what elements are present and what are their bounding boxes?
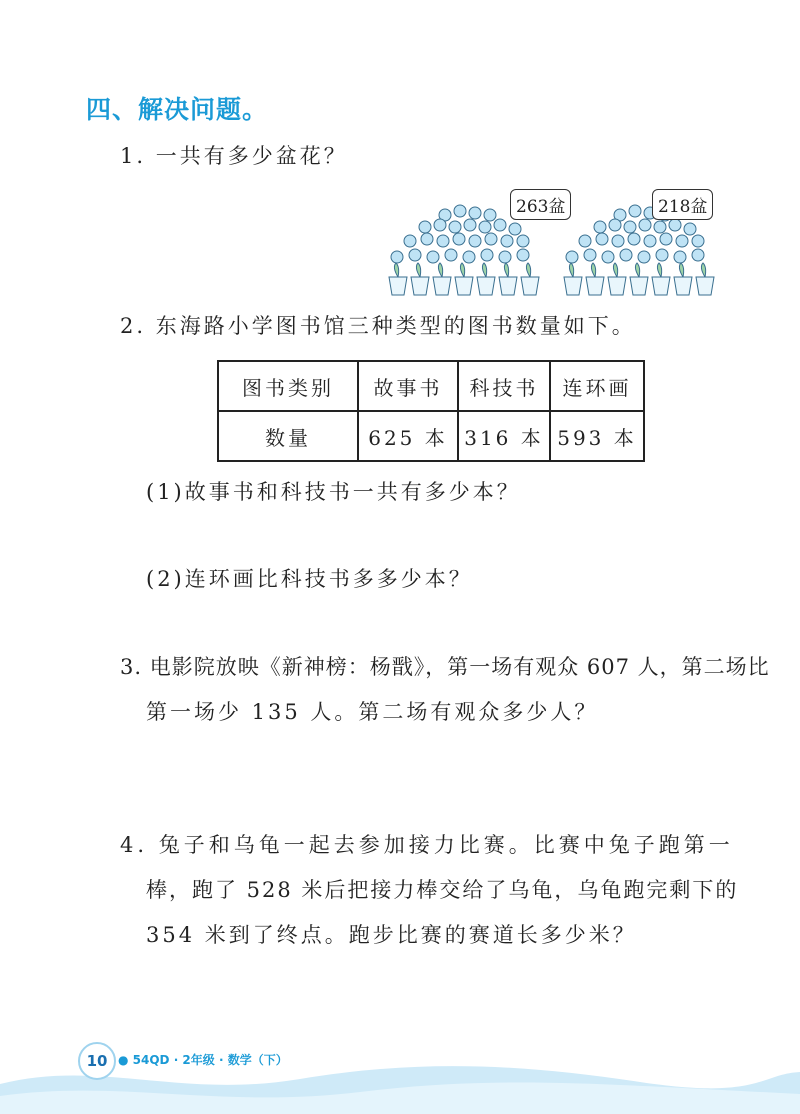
- flower-cluster: [391, 205, 529, 263]
- table-cell: 数量: [218, 411, 358, 461]
- question-1-text: 1. 一共有多少盆花？: [120, 144, 348, 168]
- table-header-row: [218, 361, 644, 411]
- table-header-cell: 科技书: [458, 361, 550, 411]
- left-pot-count-label: 263盆: [510, 189, 571, 220]
- question-2-sub-2: (2)连环画比科技书多多少本？: [146, 567, 473, 591]
- bullet-dot-icon: ●: [118, 1053, 133, 1067]
- book-count-table: [217, 360, 645, 462]
- table-cell: 625 本: [358, 411, 458, 461]
- question-4-line-1: 4. 兔子和乌龟一起去参加接力比赛。比赛中兔子跑第一: [120, 833, 734, 857]
- table-header-cell: 图书类别: [218, 361, 358, 411]
- question-2-sub-1: (1)故事书和科技书一共有多少本？: [146, 480, 521, 504]
- table-cell: 593 本: [550, 411, 644, 461]
- table-header-cell: 连环画: [550, 361, 644, 411]
- table-cell: 316 本: [458, 411, 550, 461]
- question-4-line-3: 354 米到了终点。跑步比赛的赛道长多少米？: [146, 923, 637, 947]
- table-row: [218, 411, 644, 461]
- question-3-line-2: 第一场少 135 人。第二场有观众多少人？: [146, 700, 599, 724]
- section-title: 四、解决问题。: [86, 95, 269, 124]
- question-4-line-2: 棒，跑了 528 米后把接力棒交给了乌龟，乌龟跑完剩下的: [146, 878, 739, 902]
- page-number: 10: [78, 1042, 116, 1080]
- table-header-cell: 故事书: [358, 361, 458, 411]
- question-2-text: 2. 东海路小学图书馆三种类型的图书数量如下。: [120, 314, 636, 338]
- book-info-text: 54QD · 2年级 · 数学（下）: [132, 1053, 288, 1067]
- right-pot-count-label: 218盆: [652, 189, 713, 220]
- question-3-line-1: 3. 电影院放映《新神榜：杨戬》，第一场有观众 607 人，第二场比: [120, 655, 770, 679]
- book-info: [118, 1051, 288, 1068]
